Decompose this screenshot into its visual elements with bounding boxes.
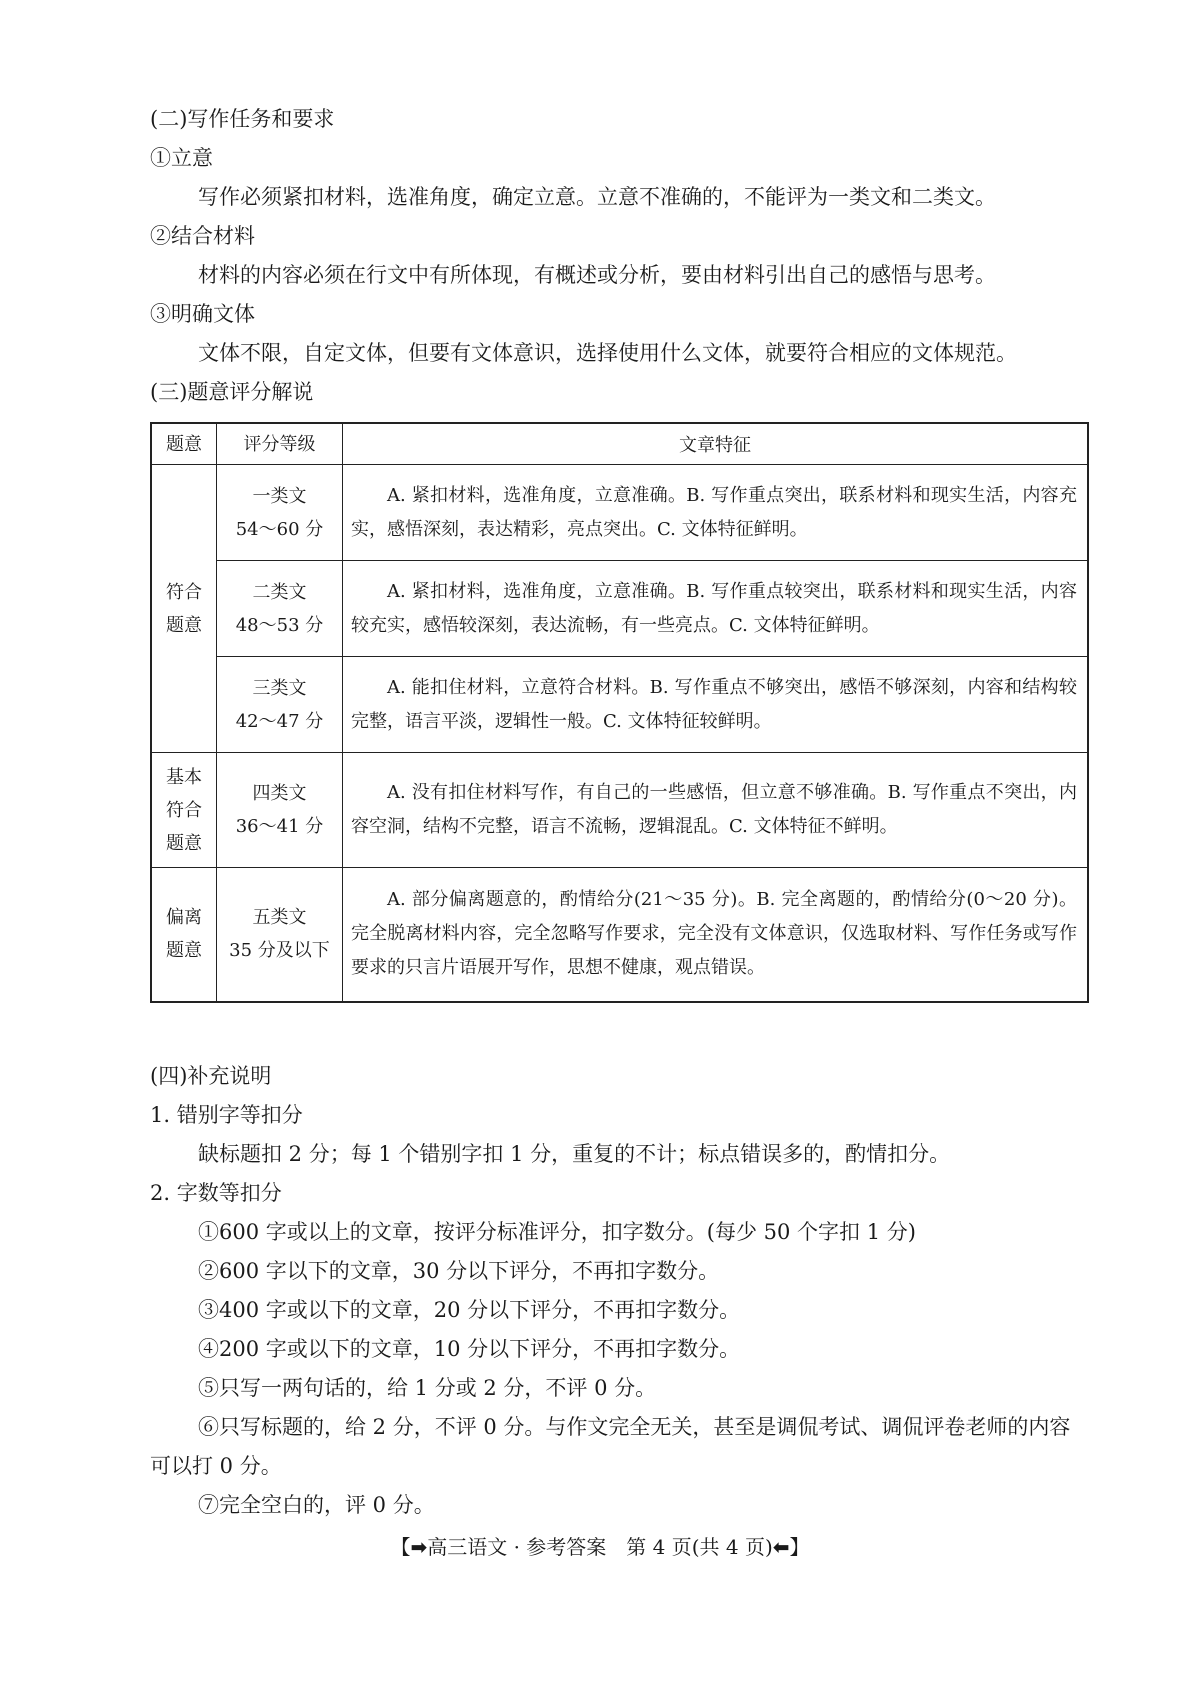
item-title: ①立意	[150, 146, 213, 170]
list-item: ⑥只写标题的，给 2 分，不评 0 分。与作文完全无关，甚至是调侃考试、调侃评卷老师的内容可以打 0 分。	[150, 1415, 1071, 1478]
list-item: ④200 字或以下的文章，10 分以下评分，不再扣字数分。	[198, 1337, 741, 1361]
list-item: ③400 字或以下的文章，20 分以下评分，不再扣字数分。	[198, 1298, 741, 1322]
section-title: (二)写作任务和要求	[150, 107, 335, 131]
grade-name: 二类文	[252, 581, 307, 603]
section-title: (三)题意评分解说	[150, 380, 314, 404]
table-row	[151, 465, 1088, 561]
footer-text: 高三语文 · 参考答案 第 4 页(共 4 页)	[427, 1535, 773, 1559]
table-row	[151, 657, 1088, 753]
grade-range: 48～53 分	[235, 614, 324, 636]
page-footer	[0, 1531, 1200, 1560]
item-text: 文体不限，自定文体，但要有文体意识，选择使用什么文体，就要符合相应的文体规范。	[198, 341, 1017, 365]
footer-bracket: 】	[789, 1535, 810, 1559]
left-arrow-icon: ⬅	[772, 1535, 790, 1559]
right-arrow-icon: ➡	[410, 1535, 428, 1559]
grade-cell	[217, 657, 343, 753]
feature-cell	[343, 753, 1089, 868]
feature-text: A. 能扣住材料，立意符合材料。B. 写作重点不够突出，感悟不够深刻，内容和结构较完整，语言平淡，逻辑性一般。C. 文体特征较鲜明。	[351, 676, 1077, 732]
grade-name: 三类文	[252, 677, 307, 699]
grade-range: 36～41 分	[235, 816, 324, 837]
grade-cell	[217, 753, 343, 868]
scoring-table	[150, 422, 1089, 1003]
group-cell	[151, 753, 217, 868]
feature-text: A. 紧扣材料，选准角度，立意准确。B. 写作重点突出，联系材料和现实生活，内容充实，感悟深刻，表达精彩，亮点突出。C. 文体特征鲜明。	[351, 484, 1077, 540]
group-cell	[151, 465, 217, 753]
grade-range: 54～60 分	[235, 518, 324, 540]
table-header-row	[151, 423, 1088, 465]
section-title: (四)补充说明	[150, 1064, 272, 1088]
grade-range: 42～47 分	[235, 710, 324, 732]
item-title: 2. 字数等扣分	[150, 1181, 282, 1205]
list-item: ⑦完全空白的，评 0 分。	[198, 1493, 435, 1517]
feature-cell	[343, 465, 1089, 561]
grade-name: 五类文	[252, 907, 307, 929]
footer-bracket: 【	[390, 1535, 411, 1559]
list-item: ②600 字以下的文章，30 分以下评分，不再扣字数分。	[198, 1259, 720, 1283]
group-label: 偏离题意	[166, 907, 202, 962]
list-item: ①600 字或以上的文章，按评分标准评分，扣字数分。(每少 50 个字扣 1 分)	[198, 1220, 916, 1244]
group-label: 基本符合题意	[166, 766, 202, 854]
feature-cell	[343, 561, 1089, 657]
item-title: ③明确文体	[150, 302, 255, 326]
grade-name: 四类文	[252, 783, 307, 804]
item-text: 写作必须紧扣材料，选准角度，确定立意。立意不准确的，不能评为一类文和二类文。	[198, 185, 996, 209]
grade-cell	[217, 561, 343, 657]
section-supplement	[150, 1057, 1090, 1525]
feature-text: A. 没有扣住材料写作，有自己的一些感悟，但立意不够准确。B. 写作重点不突出，内容空洞，结构不完整，语言不流畅，逻辑混乱。C. 文体特征不鲜明。	[351, 782, 1077, 837]
feature-cell	[343, 657, 1089, 753]
grade-name: 一类文	[252, 485, 307, 507]
group-label: 符合题意	[166, 581, 202, 636]
group-cell	[151, 868, 217, 1002]
header-cell: 题意	[151, 423, 217, 465]
item-title: 1. 错别字等扣分	[150, 1103, 303, 1127]
header-cell: 文章特征	[343, 423, 1089, 465]
feature-cell	[343, 868, 1089, 1002]
grade-range: 35 分及以下	[229, 940, 330, 962]
item-text: 材料的内容必须在行文中有所体现，有概述或分析，要由材料引出自己的感悟与思考。	[198, 263, 996, 287]
item-text: 缺标题扣 2 分；每 1 个错别字扣 1 分，重复的不计；标点错误多的，酌情扣分。	[198, 1142, 951, 1166]
feature-text: A. 部分偏离题意的，酌情给分(21～35 分)。B. 完全离题的，酌情给分(0～20 分)。完全脱离材料内容，完全忽略写作要求，完全没有文体意识，仅选取材料、写作任务或写作要求的只言片语展开写作，思想不健康，观点错误。	[351, 889, 1077, 979]
feature-text: A. 紧扣材料，选准角度，立意准确。B. 写作重点较突出，联系材料和现实生活，内容较充实，感悟较深刻，表达流畅，有一些亮点。C. 文体特征鲜明。	[351, 580, 1077, 636]
table-row	[151, 868, 1088, 1002]
table-row	[151, 753, 1088, 868]
header-cell: 评分等级	[217, 423, 343, 465]
item-title: ②结合材料	[150, 224, 255, 248]
list-item: ⑤只写一两句话的，给 1 分或 2 分，不评 0 分。	[198, 1376, 657, 1400]
grade-cell	[217, 465, 343, 561]
section-writing-requirements	[150, 100, 1090, 412]
table-row	[151, 561, 1088, 657]
grade-cell	[217, 868, 343, 1002]
